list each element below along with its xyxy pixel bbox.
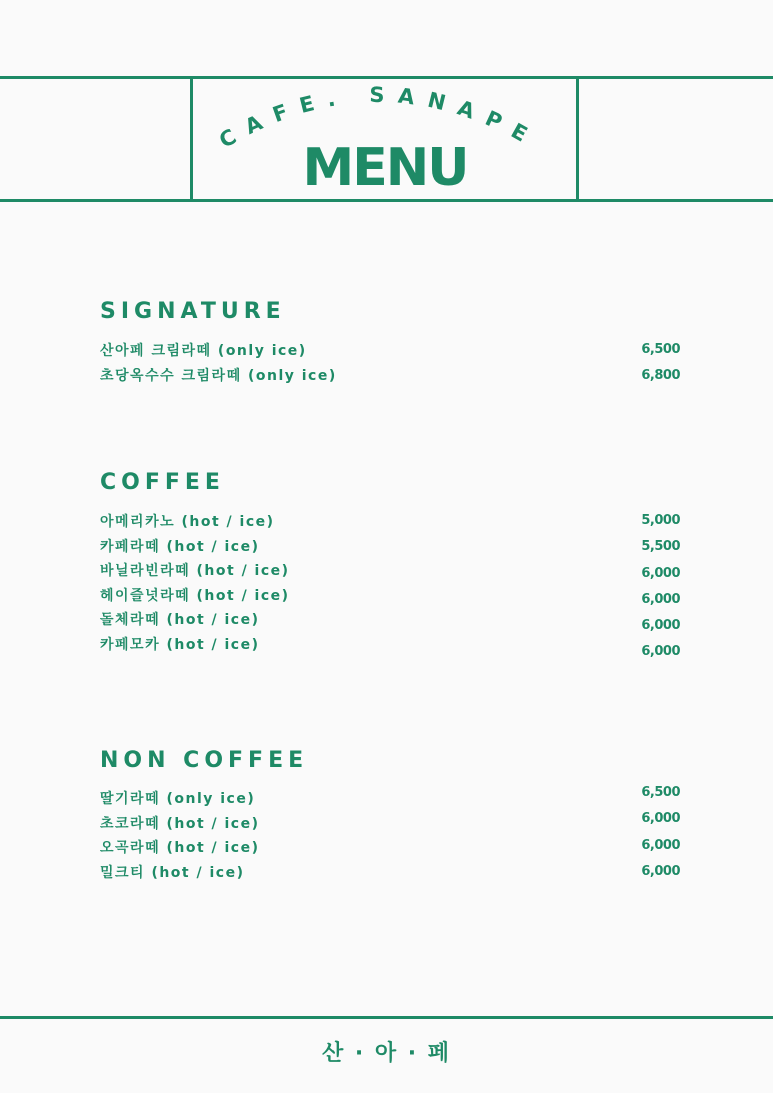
item-price-list <box>641 780 680 885</box>
item-name-list <box>100 510 290 657</box>
footer-rule <box>0 1016 773 1019</box>
section-signature <box>100 297 680 407</box>
item-price-list <box>641 337 680 390</box>
menu-item-name: 오곡라떼 (hot / ice) <box>100 840 260 856</box>
footer-brand: 산 · 아 · 페 <box>321 1041 452 1066</box>
menu-item-name: 카페라떼 (hot / ice) <box>100 538 260 555</box>
section-title: SIGNATURE <box>100 299 286 324</box>
menu-item-name: 아메리카노 (hot / ice) <box>100 514 275 530</box>
menu-item-price: 5,000 <box>641 513 680 528</box>
cafe-name: CAFE. SANAPE <box>215 82 543 153</box>
item-name-list <box>100 339 337 388</box>
section-coffee <box>100 468 680 668</box>
menu-item-name: 산아페 크림라떼 (only ice) <box>100 343 307 359</box>
menu-item-name: 돌체라떼 (hot / ice) <box>100 612 260 628</box>
menu-item-name: 카페모카 (hot / ice) <box>100 636 260 653</box>
menu-item-name: 바닐라빈라떼 (hot / ice) <box>100 563 290 579</box>
menu-item-price: 6,500 <box>641 785 680 800</box>
menu-item-price: 6,000 <box>641 811 680 827</box>
menu-item-price: 6,500 <box>641 342 680 357</box>
section-non-coffee <box>100 746 680 896</box>
page-title: MENU <box>302 138 468 198</box>
menu-item-name: 초코라떼 (hot / ice) <box>100 815 260 832</box>
menu-item-name: 밀크티 (hot / ice) <box>100 864 245 881</box>
menu-item-price: 6,000 <box>641 565 680 581</box>
menu-item-price: 6,000 <box>641 863 680 879</box>
menu-item-name: 헤이즐넛라떼 (hot / ice) <box>100 587 290 604</box>
item-name-list <box>100 787 260 885</box>
item-price-list <box>641 508 680 666</box>
section-title: COFFEE <box>100 470 225 495</box>
menu-item-price: 6,000 <box>641 591 680 607</box>
menu-item-price: 5,500 <box>641 539 680 555</box>
menu-item-price: 6,000 <box>641 644 680 660</box>
section-title: NON COFFEE <box>100 748 309 773</box>
menu-item-name: 초당옥수수 크림라떼 (only ice) <box>100 367 337 384</box>
menu-item-price: 6,000 <box>641 618 680 634</box>
menu-item-price: 6,000 <box>641 837 680 853</box>
menu-item-name: 딸기라떼 (only ice) <box>100 791 256 807</box>
menu-item-price: 6,800 <box>641 368 680 384</box>
